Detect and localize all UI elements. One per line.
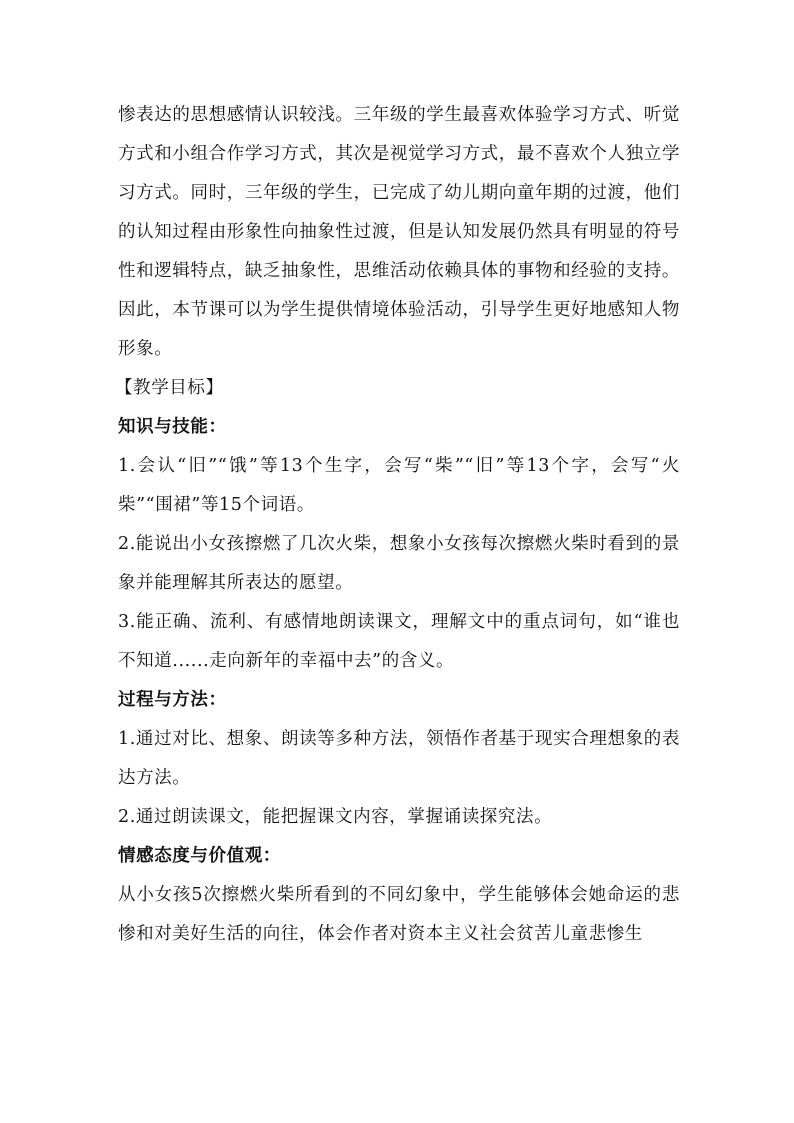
knowledge-item-3: 3.能正确、流利、有感情地朗读课文，理解文中的重点词句，如“谁也不知道......走向新年的幸福中去”的含义。 (118, 612, 680, 671)
emotion-values-heading: 情感态度与价值观： (118, 846, 281, 866)
document-page (115, 96, 680, 954)
section-title-teaching-goals: 【教学目标】 (115, 378, 224, 398)
knowledge-item-2: 2.能说出小女孩擦燃了几次火柴，想象小女孩每次擦燃火柴时看到的景象并能理解其所表达的愿望。 (118, 534, 680, 593)
process-item-1: 1.通过对比、想象、朗读等多种方法，领悟作者基于现实合理想象的表达方法。 (118, 729, 680, 788)
intro-paragraph: 惨表达的思想感情认识较浅。三年级的学生最喜欢体验学习方式、听觉方式和小组合作学习方式，其次是视觉学习方式，最不喜欢个人独立学习方式。同时，三年级的学生，已完成了幼儿期向童年期的过渡，他们的认知过程由形象性向抽象性过渡，但是认知发展仍然具有明显的符号性和逻辑特点，缺乏抽象性，思维活动依赖具体的事物和经验的支持。因此，本节课可以为学生提供情境体验活动，引导学生更好地感知人物形象。 (118, 105, 680, 359)
process-item-2: 2.通过朗读课文，能把握课文内容，掌握诵读探究法。 (118, 807, 553, 827)
knowledge-item-1: 1.会认“旧”“饿”等13个生字，会写“柴”“旧”等13个字，会写“火柴”“围裙”等15个词语。 (118, 456, 680, 515)
process-methods-heading: 过程与方法： (118, 690, 227, 710)
knowledge-skills-heading: 知识与技能： (118, 417, 227, 437)
emotion-paragraph: 从小女孩5次擦燃火柴所看到的不同幻象中，学生能够体会她命运的悲惨和对美好生活的向往，体会作者对资本主义社会贫苦儿童悲惨生 (118, 885, 680, 944)
